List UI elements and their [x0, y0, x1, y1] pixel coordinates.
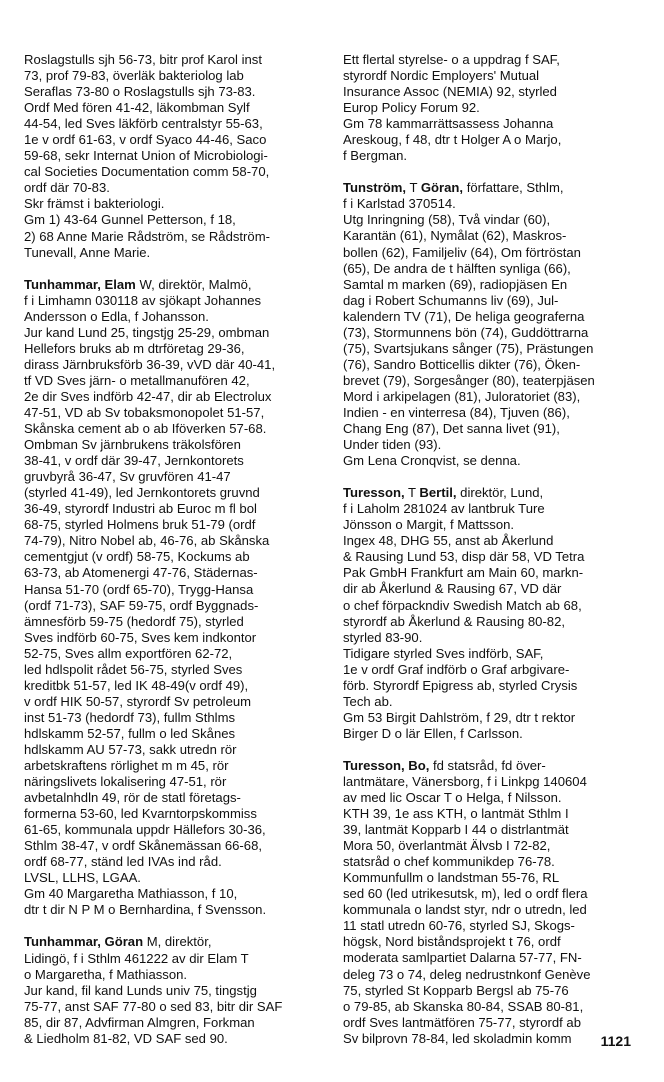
line-text: o Margaretha, f Mathiasson. [24, 966, 188, 982]
entry-line [24, 389, 324, 405]
entry-line [343, 341, 643, 357]
line-text: Areskoug, f 48, dtr t Holger A o Marjo, [343, 132, 562, 148]
entry-line [24, 983, 324, 999]
line-text: 73, prof 79-83, överläk bakteriolog lab [24, 68, 244, 84]
entry-line [343, 357, 643, 373]
entry-line [343, 967, 643, 983]
entry-line [24, 341, 324, 357]
line-text: Skr främst i bakteriologi. [24, 196, 165, 212]
entry-line [343, 485, 643, 501]
entry-line [24, 245, 324, 261]
line-text: cementgjut (v ordf) 58-75, Kockums ab [24, 549, 250, 565]
line-text: & Rausing Lund 53, disp där 58, VD Tetra [343, 549, 585, 565]
line-text: dtr t dir N P M o Bernhardina, f Svensson. [24, 902, 267, 918]
line-text: 2) 68 Anne Marie Rådström, se Rådström- [24, 228, 270, 244]
line-text: (73), Stormunnens bön (74), Guddöttrarna [343, 324, 589, 340]
entry-line [24, 164, 324, 180]
page-number: 1121 [600, 1033, 631, 1049]
entry-line [343, 1031, 643, 1047]
entry-line [343, 678, 643, 694]
line-text: f Bergman. [343, 148, 408, 164]
line-text: v ordf HIK 50-57, styrordf Sv petroleum [24, 693, 252, 709]
line-text: 36-49, styrordf Industri ab Euroc m fl bol [24, 501, 257, 517]
entry-line [343, 421, 643, 437]
entry-line [24, 100, 324, 116]
entry-line [24, 806, 324, 822]
biography-entry [24, 52, 324, 261]
right-column [343, 52, 643, 1063]
line-text: ordf Sves lantmätfören 75-77, styrordf ab [343, 1014, 581, 1030]
entry-line [24, 774, 324, 790]
entry-line [343, 148, 643, 164]
line-text: LVSL, LLHS, LGAA. [24, 870, 141, 886]
entry-line [24, 646, 324, 662]
entry-line [24, 678, 324, 694]
biography-entry [343, 52, 643, 164]
line-text: Jur kand Lund 25, tingstjg 25-29, ombman [24, 324, 270, 340]
entry-line [343, 870, 643, 886]
line-text: Sv bilprovn 78-84, led skoladmin komm [343, 1030, 572, 1046]
line-text: Birger D o lär Ellen, f Carlsson. [343, 725, 523, 741]
line-text: styrordf ab Åkerlund & Rausing 80-82, [343, 613, 565, 629]
line-text: Ombman Sv järnbrukens träkolsfören [24, 437, 241, 453]
entry-line [24, 132, 324, 148]
entry-line [24, 405, 324, 421]
entry-line [24, 373, 324, 389]
line-text: arbetskraftens rörlighet m m 45, rör [24, 758, 229, 774]
entry-line [24, 437, 324, 453]
line-text: ordf 68-77, ständ led IVAs ind råd. [24, 854, 222, 870]
line-text: Jönsson o Margit, f Mattsson. [343, 517, 515, 533]
line-text: f i Laholm 281024 av lantbruk Ture [343, 501, 545, 517]
entry-line [24, 742, 324, 758]
left-column [24, 52, 324, 1063]
entry-line [24, 485, 324, 501]
entry-line [24, 549, 324, 565]
person-name: Tunhammar, Elam [24, 276, 136, 292]
line-text: (65), De andra de t hälften synliga (66), [343, 260, 571, 276]
line-text: formerna 53-60, led Kvarntorpskommiss [24, 806, 257, 822]
entry-line [24, 501, 324, 517]
line-text: moderata samlpartiet Dalarna 57-77, FN- [343, 950, 582, 966]
entry-line [343, 212, 643, 228]
line-text: lantmätare, Vänersborg, f i Linkpg 140604 [343, 773, 587, 789]
line-text: W, direktör, Malmö, [135, 276, 252, 292]
entry-line [343, 950, 643, 966]
entry-line [343, 453, 643, 469]
entry-line [343, 100, 643, 116]
entry-line [24, 1015, 324, 1031]
line-text: 59-68, sekr Internat Union of Microbiologi- [24, 148, 268, 164]
line-text: Ordf Med fören 41-42, läkombman Sylf [24, 100, 250, 116]
entry-line [343, 277, 643, 293]
entry-line [343, 838, 643, 854]
line-text: 74-79), Nitro Nobel ab, 46-76, ab Skånska [24, 533, 270, 549]
entry-line [343, 116, 643, 132]
line-text: f i Limhamn 030118 av sjökapt Johannes [24, 292, 262, 308]
line-text: 47-51, VD ab Sv tobaksmonopolet 51-57, [24, 404, 265, 420]
entry-line [24, 822, 324, 838]
line-text: Karantän (61), Nymålat (62), Maskros- [343, 228, 567, 244]
entry-line [24, 196, 324, 212]
line-text: Gm 40 Margaretha Mathiasson, f 10, [24, 886, 238, 902]
line-text: Under tiden (93). [343, 437, 442, 453]
biography-entry [343, 485, 643, 742]
line-text: kalendern TV (71), De heliga geograferna [343, 308, 585, 324]
line-text: näringslivets lokalisering 47-51, rör [24, 774, 227, 790]
line-text: Ingex 48, DHG 55, anst ab Åkerlund [343, 533, 554, 549]
line-text: Tunevall, Anne Marie. [24, 244, 151, 260]
line-text: Hansa 51-70 (ordf 65-70), Trygg-Hansa [24, 581, 254, 597]
entry-line [343, 245, 643, 261]
entry-line [343, 228, 643, 244]
line-text: f i Karlstad 370514. [343, 196, 456, 212]
entry-line [343, 598, 643, 614]
entry-line [343, 918, 643, 934]
person-name: Bertil, [419, 485, 457, 501]
entry-line [343, 934, 643, 950]
line-text: Pak GmbH Frankfurt am Main 60, markn- [343, 565, 584, 581]
entry-line [24, 421, 324, 437]
line-text: Gm Lena Cronqvist, se denna. [343, 453, 521, 469]
entry-line [343, 533, 643, 549]
entry-line [24, 838, 324, 854]
entry-line [343, 806, 643, 822]
entry-line [343, 84, 643, 100]
entry-line [343, 646, 643, 662]
entry-line [24, 726, 324, 742]
line-text: Gm 78 kammarrättsassess Johanna [343, 116, 554, 132]
line-text: direktör, Lund, [456, 485, 544, 501]
line-text: kommunala o landst styr, ndr o utredn, led [343, 902, 587, 918]
line-text: & Liedholm 81-82, VD SAF sed 90. [24, 1030, 228, 1046]
entry-line [24, 614, 324, 630]
line-text: sed 60 (led utrikesutsk, m), led o ordf flera [343, 886, 588, 902]
line-text: (styrled 41-49), led Jernkontorets gruvnd [24, 485, 260, 501]
line-text: dirass Järnbruksförb 36-39, vVD där 40-41, [24, 356, 276, 372]
line-text: hdlskamm AU 57-73, sakk utredn rör [24, 741, 237, 757]
entry-line [343, 662, 643, 678]
line-text: hdlskamm 52-57, fullm o led Skånes [24, 725, 236, 741]
entry-line [24, 870, 324, 886]
entry-line [24, 934, 324, 950]
entry-line [24, 148, 324, 164]
line-text: ämnesförb 59-75 (hedordf 75), styrled [24, 613, 244, 629]
entry-line [24, 694, 324, 710]
line-text: (75), Svartsjukans sånger (75), Prästungen [343, 340, 594, 356]
entry-line [24, 453, 324, 469]
entry-line [343, 774, 643, 790]
entry-line [343, 902, 643, 918]
line-text: Ett flertal styrelse- o a uppdrag f SAF, [343, 52, 560, 67]
line-text: (ordf 71-73), SAF 59-75, ordf Byggnads- [24, 597, 259, 613]
line-text: M, direktör, [143, 934, 212, 950]
line-text: 11 statl utredn 60-76, styrled SJ, Skogs- [343, 918, 575, 934]
entry-line [24, 886, 324, 902]
entry-line [343, 549, 643, 565]
line-text: Indien - en vinterresa (84), Tjuven (86), [343, 404, 570, 420]
entry-line [24, 854, 324, 870]
entry-line [343, 52, 643, 68]
line-text: 2e dir Sves indförb 42-47, dir ab Electrolux [24, 388, 272, 404]
line-text: T [406, 180, 421, 196]
entry-line [24, 52, 324, 68]
entry-line [343, 726, 643, 742]
entry-line [343, 999, 643, 1015]
line-text: Tidigare styrled Sves indförb, SAF, [343, 645, 544, 661]
entry-line [24, 277, 324, 293]
line-text: 63-73, ab Atomenergi 47-76, Städernas- [24, 565, 258, 581]
line-text: statsråd o chef kommunikdep 76-78. [343, 854, 555, 870]
entry-line [24, 582, 324, 598]
line-text: 38-41, v ordf där 39-47, Jernkontorets [24, 453, 244, 469]
line-text: 1e v ordf 61-63, v ordf Syaco 44-46, Saco [24, 132, 267, 148]
line-text: Jur kand, fil kand Lunds univ 75, tingstjg [24, 982, 257, 998]
entry-line [343, 132, 643, 148]
line-text: av med lic Oscar T o Helga, f Nilsson. [343, 790, 562, 806]
person-name: Turesson, Bo, [343, 757, 430, 773]
biography-entry [24, 934, 324, 1046]
line-text: författare, Sthlm, [463, 180, 564, 196]
line-text: styrordf Nordic Employers' Mutual [343, 68, 540, 84]
entry-line [24, 229, 324, 245]
entry-line [24, 790, 324, 806]
line-text: led hdlspolit rådet 56-75, styrled Sves [24, 661, 243, 677]
line-text: förb. Styrordf Epigress ab, styrled Crysis [343, 677, 578, 693]
entry-line [343, 614, 643, 630]
entry-line [343, 983, 643, 999]
line-text: o 79-85, ab Skanska 80-84, SSAB 80-81, [343, 998, 584, 1014]
entry-line [24, 758, 324, 774]
line-text: högsk, Nord biståndsprojekt t 76, ordf [343, 934, 561, 950]
entry-line [24, 357, 324, 373]
entry-line [24, 293, 324, 309]
line-text: cal Societies Documentation comm 58-70, [24, 164, 270, 180]
entry-line [343, 630, 643, 646]
entry-line [343, 180, 643, 196]
entry-line [343, 822, 643, 838]
line-text: Skånska cement ab o ab Iföverken 57-68. [24, 421, 267, 437]
entry-line [343, 694, 643, 710]
entry-line [24, 630, 324, 646]
line-text: fd statsråd, fd över- [429, 757, 546, 773]
line-text: dir ab Åkerlund & Rausing 67, VD där [343, 581, 562, 597]
line-text: Utg Inringning (58), Två vindar (60), [343, 212, 551, 228]
entry-line [343, 325, 643, 341]
entry-line [24, 565, 324, 581]
biography-entry [343, 758, 643, 1047]
entry-line [24, 84, 324, 100]
entry-line [343, 581, 643, 597]
line-text: Roslagstulls sjh 56-73, bitr prof Karol inst [24, 52, 262, 67]
line-text: inst 51-73 (hedordf 73), fullm Sthlms [24, 709, 236, 725]
entry-line [24, 902, 324, 918]
line-text: Kommunfullm o landstman 55-76, RL [343, 870, 560, 886]
line-text: deleg 73 o 74, deleg nedrustnkonf Genève [343, 966, 591, 982]
line-text: Sves indförb 60-75, Sves kem indkontor [24, 629, 257, 645]
line-text: Andersson o Edla, f Johansson. [24, 308, 209, 324]
line-text: Lidingö, f i Sthlm 461222 av dir Elam T [24, 950, 249, 966]
entry-line [24, 212, 324, 228]
person-name: Tunhammar, Göran [24, 934, 144, 950]
entry-line [343, 710, 643, 726]
line-text: Insurance Assoc (NEMIA) 92, styrled [343, 84, 557, 100]
line-text: Gm 1) 43-64 Gunnel Petterson, f 18, [24, 212, 236, 228]
line-text: (76), Sandro Botticellis dikter (76), Öken- [343, 356, 581, 372]
line-text: kreditbk 51-57, led IK 48-49(v ordf 49), [24, 677, 249, 693]
person-name: Turesson, [343, 485, 405, 501]
entry-line [343, 196, 643, 212]
entry-line [24, 517, 324, 533]
entry-line [24, 598, 324, 614]
entry-line [343, 758, 643, 774]
line-text: 52-75, Sves allm exportfören 62-72, [24, 645, 233, 661]
line-text: avbetalnhdln 49, rör de statl företags- [24, 790, 241, 806]
line-text: bollen (62), Familjeliv (64), Om förtröstan [343, 244, 581, 260]
entry-line [24, 533, 324, 549]
entry-line [343, 517, 643, 533]
person-name: Göran, [420, 180, 464, 196]
line-text: Mora 50, överlantmät Älvsb I 72-82, [343, 838, 551, 854]
line-text: o chef förpackndiv Swedish Match ab 68, [343, 597, 582, 613]
line-text: brevet (79), Sorgesånger (80), teaterpjäsen [343, 372, 595, 388]
entry-line [343, 437, 643, 453]
entry-line [24, 68, 324, 84]
entry-line [24, 967, 324, 983]
line-text: 75, styrled St Kopparb Bergsl ab 75-76 [343, 982, 569, 998]
line-text: Hellefors bruks ab m dtrföretag 29-36, [24, 340, 245, 356]
entry-line [343, 1015, 643, 1031]
line-text: 1e v ordf Graf indförb o Graf arbgivare- [343, 661, 570, 677]
line-text: 68-75, styrled Holmens bruk 51-79 (ordf [24, 517, 256, 533]
entry-line [343, 854, 643, 870]
entry-line [24, 325, 324, 341]
line-text: gruvbyrå 36-47, Sv gruvfören 41-47 [24, 469, 231, 485]
entry-line [343, 790, 643, 806]
line-text: 44-54, led Sves läkförb centralstyr 55-63, [24, 116, 263, 132]
entry-line [343, 68, 643, 84]
line-text: 61-65, kommunala uppdr Hällefors 30-36, [24, 822, 266, 838]
entry-line [343, 886, 643, 902]
line-text: Samtal m marken (69), radiopjäsen En [343, 276, 568, 292]
line-text: 39, lantmät Kopparb I 44 o distrlantmät [343, 822, 569, 838]
line-text: Sthlm 38-47, v ordf Skånemässan 66-68, [24, 838, 262, 854]
entry-line [343, 261, 643, 277]
entry-line [343, 293, 643, 309]
line-text: styrled 83-90. [343, 629, 423, 645]
entry-line [24, 1031, 324, 1047]
biography-entry [343, 180, 643, 469]
line-text: 85, dir 87, Advfirman Almgren, Forkman [24, 1014, 255, 1030]
line-text: Mord i arkipelagen (81), Juloratoriet (83), [343, 388, 581, 404]
line-text: Europ Policy Forum 92. [343, 100, 480, 116]
entry-line [343, 405, 643, 421]
biography-entry [24, 277, 324, 919]
line-text: ordf där 70-83. [24, 180, 110, 196]
entry-line [24, 180, 324, 196]
entry-line [24, 999, 324, 1015]
line-text: Tech ab. [343, 693, 393, 709]
line-text: Gm 53 Birgit Dahlström, f 29, dtr t rektor [343, 709, 576, 725]
entry-line [24, 116, 324, 132]
entry-line [24, 469, 324, 485]
entry-line [24, 309, 324, 325]
line-text: 75-77, anst SAF 77-80 o sed 83, bitr dir SAF [24, 998, 283, 1014]
entry-line [24, 710, 324, 726]
entry-line [343, 501, 643, 517]
line-text: Chang Eng (87), Det sanna livet (91), [343, 421, 560, 437]
line-text: T [404, 485, 420, 501]
entry-line [343, 373, 643, 389]
line-text: Seraflas 73-80 o Roslagstulls sjh 73-83. [24, 84, 256, 100]
entry-line [343, 309, 643, 325]
entry-line [343, 389, 643, 405]
line-text: tf VD Sves järn- o metallmanufören 42, [24, 372, 250, 388]
line-text: dag i Robert Schumanns liv (69), Jul- [343, 292, 559, 308]
person-name: Tunström, [343, 180, 407, 196]
entry-line [24, 951, 324, 967]
entry-line [24, 662, 324, 678]
entry-line [343, 565, 643, 581]
line-text: KTH 39, 1e ass KTH, o lantmät Sthlm I [343, 806, 569, 822]
